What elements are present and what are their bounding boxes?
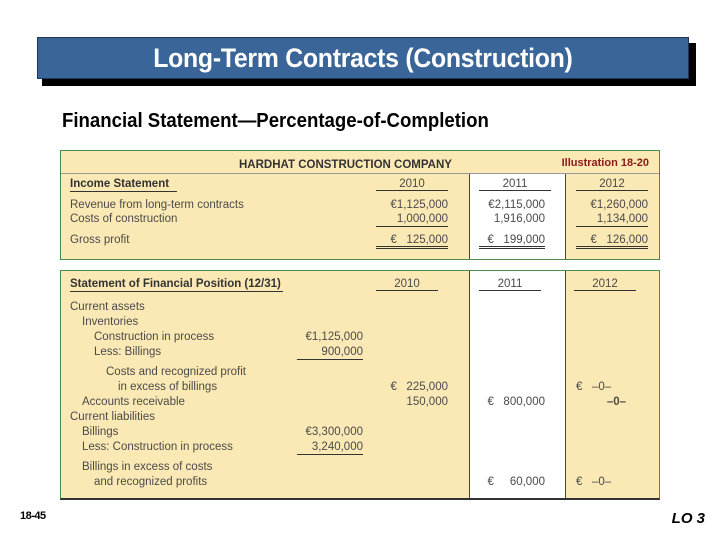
cell-value: 900,000: [297, 346, 363, 360]
row-label: Revenue from long-term contracts: [70, 199, 244, 211]
row-label: Gross profit: [70, 234, 130, 246]
row-label: Costs of construction: [70, 213, 178, 225]
row-label: Current liabilities: [70, 411, 156, 423]
row-label: Costs and recognized profit: [106, 366, 246, 378]
cell-value: € 126,000: [576, 234, 648, 249]
year-header-2011: 2011: [479, 178, 551, 191]
cell-value: €1,125,000: [390, 199, 448, 211]
row-label: and recognized profits: [94, 476, 208, 488]
financial-position-heading: Statement of Financial Position (12/31): [70, 278, 281, 290]
row-label: in excess of billings: [118, 381, 218, 393]
row-label: Billings: [82, 426, 119, 438]
page-number: 18-45: [20, 510, 46, 522]
cell-value: € 125,000: [376, 234, 448, 249]
financial-position-panel: [60, 270, 660, 500]
row-label: Current assets: [70, 301, 145, 313]
slide-title-bar: [37, 37, 689, 79]
row-label: Construction in process: [94, 331, 215, 343]
row-label: Accounts receivable: [82, 396, 185, 408]
row-label: Inventories: [82, 316, 139, 328]
slide-title: Long-Term Contracts (Construction): [153, 42, 573, 73]
column-2011-highlight: [469, 271, 566, 498]
income-statement-heading: Income Statement: [70, 178, 177, 192]
cell-value: € 60,000: [487, 476, 545, 488]
year-header-2010: 2010: [376, 278, 438, 291]
cell-value: 1,000,000: [376, 213, 448, 227]
cell-value: €2,115,000: [488, 199, 545, 211]
company-name: HARDHAT CONSTRUCTION COMPANY: [239, 159, 452, 171]
row-label: Billings in excess of costs: [82, 461, 213, 473]
illustration-label: Illustration 18-20: [561, 157, 649, 169]
cell-value: €1,125,000: [305, 331, 363, 343]
year-header-2011: 2011: [479, 278, 541, 291]
cell-value: € 800,000: [487, 396, 545, 408]
cell-value: 150,000: [406, 396, 448, 408]
cell-value: 1,134,000: [576, 213, 648, 227]
cell-value: €3,300,000: [305, 426, 363, 438]
cell-value: 3,240,000: [297, 441, 363, 455]
divider: [61, 173, 659, 174]
cell-value: € 225,000: [390, 381, 448, 393]
row-label: Less: Construction in process: [82, 441, 233, 453]
cell-value: € 199,000: [479, 234, 545, 249]
cell-value: € –0–: [576, 381, 612, 393]
cell-value: 1,916,000: [493, 213, 545, 225]
year-header-2010: 2010: [376, 178, 448, 191]
year-header-2012: 2012: [574, 278, 636, 291]
year-header-2012: 2012: [576, 178, 648, 191]
row-label: Less: Billings: [94, 346, 162, 358]
cell-value: €1,260,000: [590, 199, 648, 211]
income-statement-panel: [60, 150, 660, 260]
learning-objective: LO 3: [671, 510, 705, 527]
slide-subtitle: Financial Statement—Percentage-of-Completion: [62, 110, 489, 132]
cell-value: € –0–: [576, 476, 612, 488]
cell-value: –0–: [606, 396, 626, 408]
